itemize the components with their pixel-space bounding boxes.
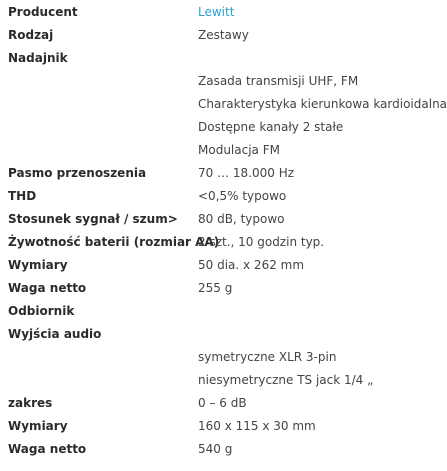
transmitter-feature-value: Modulacja FM — [198, 143, 280, 157]
transmitter-feature-value: Zasada transmisji UHF, FM — [198, 74, 359, 88]
transmitter-section-label: Nadajnik — [8, 51, 68, 65]
thd-value: <0,5% typowo — [198, 189, 287, 203]
spec-row-outputs — [0, 323, 447, 346]
weight-value: 255 g — [198, 281, 233, 295]
producer-link[interactable]: Lewitt — [198, 5, 235, 19]
producer-label: Producent — [8, 5, 78, 19]
transmitter-feature — [0, 139, 447, 162]
transmitter-feature-value: Charakterystyka kierunkowa kardioidalna — [198, 97, 447, 111]
transmitter-feature — [0, 116, 447, 139]
spec-row-range — [0, 392, 447, 415]
type-label: Rodzaj — [8, 28, 54, 42]
output-item-value: symetryczne XLR 3-pin — [198, 350, 337, 364]
receiver-dimensions-value: 160 x 115 x 30 mm — [198, 419, 316, 433]
dimensions-value: 50 dia. x 262 mm — [198, 258, 305, 272]
spec-row-snr — [0, 208, 447, 231]
spec-row-battery — [0, 231, 447, 254]
output-item-value: niesymetryczne TS jack 1/4 „ — [198, 373, 374, 387]
spec-row-receiver-weight — [0, 438, 447, 461]
snr-value: 80 dB, typowo — [198, 212, 285, 226]
weight-label: Waga netto — [8, 281, 87, 295]
spec-row-receiver-dimensions — [0, 415, 447, 438]
receiver-weight-label: Waga netto — [8, 442, 87, 456]
spec-row-frequency — [0, 162, 447, 185]
spec-row-transmitter — [0, 47, 447, 70]
type-value: Zestawy — [198, 28, 249, 42]
frequency-value: 70 … 18.000 Hz — [198, 166, 295, 180]
transmitter-feature — [0, 70, 447, 93]
receiver-dimensions-label: Wymiary — [8, 419, 68, 433]
dimensions-label: Wymiary — [8, 258, 68, 272]
thd-label: THD — [8, 189, 37, 203]
battery-value: 2 szt., 10 godzin typ. — [198, 235, 325, 249]
transmitter-feature-value: Dostępne kanały 2 stałe — [198, 120, 344, 134]
range-label: zakres — [8, 396, 53, 410]
spec-row-dimensions — [0, 254, 447, 277]
outputs-label: Wyjścia audio — [8, 327, 102, 341]
battery-label: Żywotność baterii (rozmiar AA) — [8, 235, 220, 249]
receiver-weight-value: 540 g — [198, 442, 233, 456]
snr-label: Stosunek sygnał / szum> — [8, 212, 178, 226]
spec-row-weight — [0, 277, 447, 300]
output-item — [0, 346, 447, 369]
transmitter-feature — [0, 93, 447, 116]
spec-row-producer — [0, 1, 447, 24]
receiver-section-label: Odbiornik — [8, 304, 75, 318]
range-value: 0 – 6 dB — [198, 396, 247, 410]
spec-row-thd — [0, 185, 447, 208]
frequency-label: Pasmo przenoszenia — [8, 166, 147, 180]
output-item — [0, 369, 447, 392]
spec-row-type — [0, 24, 447, 47]
spec-row-receiver — [0, 300, 447, 323]
